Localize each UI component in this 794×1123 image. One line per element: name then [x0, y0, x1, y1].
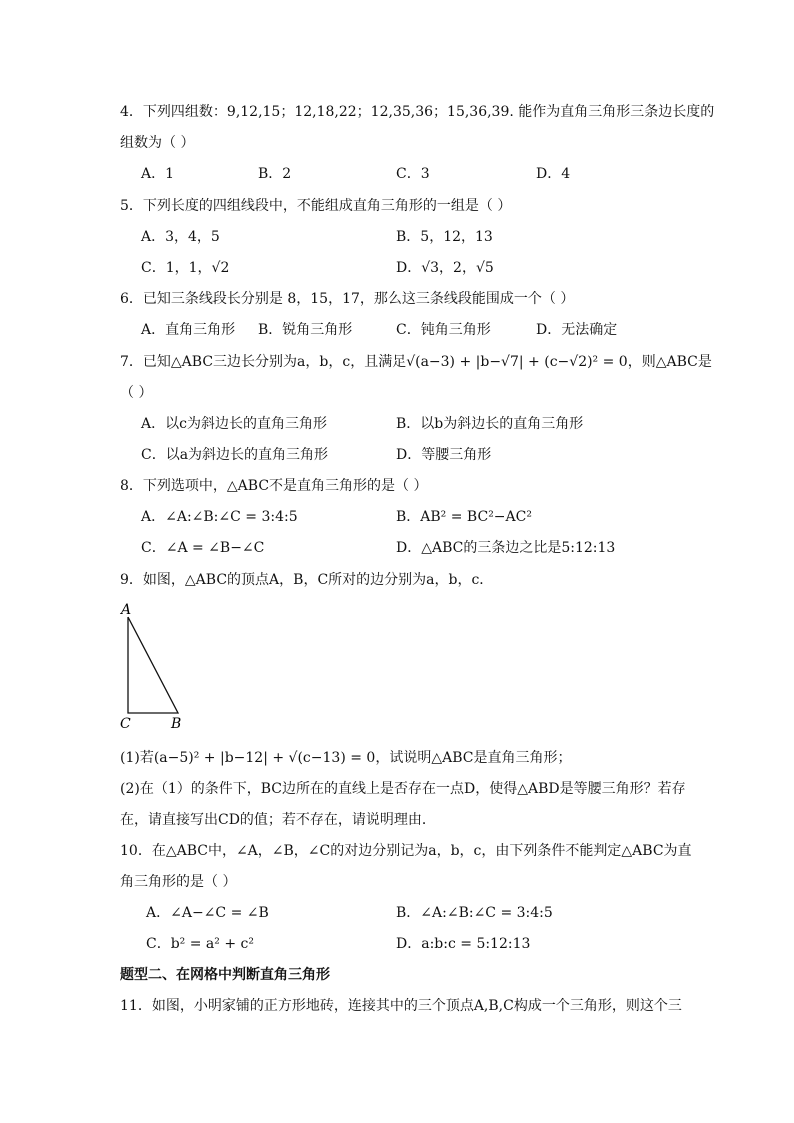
q7-option-b: B．以b为斜边长的直角三角形 — [396, 416, 584, 432]
q10-option-b: B．∠A:∠B:∠C = 3:4:5 — [396, 905, 553, 921]
q9-part2-line1: (2)在（1）的条件下，BC边所在的直线上是否存在一点D，使得△ABD是等腰三角形？若存 — [120, 781, 686, 797]
q10-option-c: C．b² = a² + c² — [146, 936, 254, 952]
q9-part2-line2: 在，请直接写出CD的值；若不存在，请说明理由． — [120, 812, 436, 828]
q4-stem-line1: 4．下列四组数：9,12,15；12,18,22；12,35,36；15,36,39. 能作为直角三角形三条边长度的 — [120, 104, 715, 120]
q5-option-a: A．3，4，5 — [141, 229, 220, 245]
q6-option-a: A．直角三角形 — [141, 322, 236, 338]
q5-option-b: B．5，12，13 — [396, 229, 493, 245]
q5-stem: 5．下列长度的四组线段中，不能组成直角三角形的一组是（ ） — [120, 198, 512, 214]
q10-stem-line2: 角三角形的是（ ） — [120, 874, 237, 890]
q8-option-d: D．△ABC的三条边之比是5:12:13 — [396, 540, 616, 556]
q9-part1: (1)若(a−5)² + |b−12| + √(c−13) = 0，试说明△ABC是直角三角形； — [120, 750, 572, 766]
q8-option-c: C．∠A = ∠B−∠C — [141, 540, 265, 556]
q5-option-c: C．1，1，√2 — [141, 260, 230, 276]
q6-stem: 6．已知三条线段长分别是 8，15，17，那么这三条线段能围成一个（ ） — [120, 291, 575, 307]
triangle-abc-outline — [128, 617, 178, 713]
q6-option-b: B．锐角三角形 — [258, 322, 353, 338]
q4-option-a: A．1 — [141, 166, 175, 182]
vertex-label-b: B — [171, 716, 182, 730]
vertex-label-a: A — [121, 602, 132, 618]
q9-stem: 9．如图，△ABC的顶点A，B，C所对的边分别为a，b，c． — [120, 572, 494, 588]
q8-option-a: A．∠A:∠B:∠C = 3:4:5 — [141, 509, 298, 525]
section-title: 题型二、在网格中判断直角三角形 — [120, 967, 330, 983]
q10-option-a: A．∠A−∠C = ∠B — [146, 905, 269, 921]
q6-option-d: D．无法确定 — [536, 322, 618, 338]
q8-option-b: B．AB² = BC²−AC² — [396, 509, 532, 525]
vertex-label-c: C — [120, 716, 131, 730]
q5-option-d: D．√3，2，√5 — [396, 260, 494, 276]
q7-option-d: D．等腰三角形 — [396, 447, 492, 463]
triangle-abc-figure — [115, 600, 205, 730]
q8-stem: 8．下列选项中，△ABC不是直角三角形的是（ ） — [120, 478, 428, 494]
q4-stem-line2: 组数为（ ） — [120, 135, 195, 151]
q7-option-a: A．以c为斜边长的直角三角形 — [141, 416, 327, 432]
q7-stem-line2: （ ） — [120, 385, 153, 401]
q11-stem-line1: 11．如图，小明家铺的正方形地砖，连接其中的三个顶点A,B,C构成一个三角形，则这个三 — [120, 998, 682, 1014]
q6-option-c: C．钝角三角形 — [396, 322, 491, 338]
q7-stem-line1: 7．已知△ABC三边长分别为a，b，c，且满足√(a−3) + |b−√7| + (c−√2)² = 0，则△ABC是 — [120, 354, 712, 370]
q4-option-c: C．3 — [396, 166, 430, 182]
q10-stem-line1: 10．在△ABC中，∠A，∠B，∠C的对边分别记为a，b，c，由下列条件不能判定△ABC为直 — [120, 843, 692, 859]
q4-option-b: B．2 — [258, 166, 292, 182]
q7-option-c: C．以a为斜边长的直角三角形 — [141, 447, 329, 463]
q4-option-d: D．4 — [536, 166, 571, 182]
q10-option-d: D．a:b:c = 5:12:13 — [396, 936, 531, 952]
